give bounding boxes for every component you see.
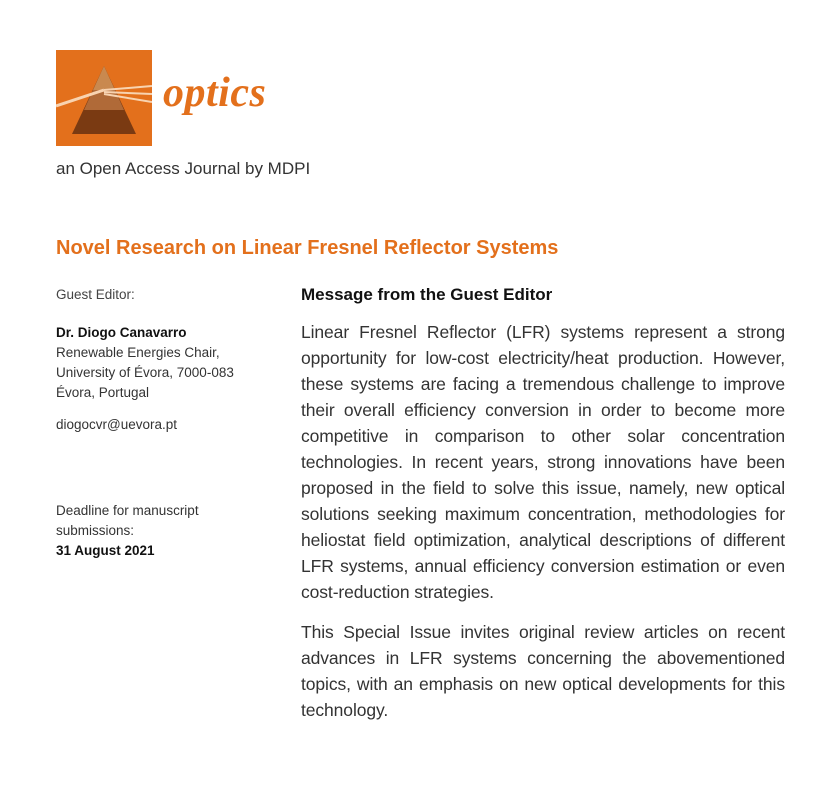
publisher-line: an Open Access Journal by MDPI [56, 159, 311, 178]
deadline-label-line: Deadline for manuscript [56, 503, 199, 518]
affiliation-line: University of Évora, 7000-083 [56, 365, 234, 380]
journal-logo [56, 50, 152, 146]
special-issue-title: Novel Research on Linear Fresnel Reflector Systems [56, 237, 559, 259]
affiliation-line: Évora, Portugal [56, 385, 150, 400]
deadline-label-line: submissions: [56, 523, 135, 538]
message-paragraph: This Special Issue invites original review articles on recent advances in LFR systems concerning the abovementioned topics, with an emphasis on new optical developments for this technology. [301, 622, 785, 720]
message-heading: Message from the Guest Editor [301, 285, 553, 304]
deadline-date: 31 August 2021 [56, 543, 155, 558]
message-paragraph: Linear Fresnel Reflector (LFR) systems represent a strong opportunity for low-cost electricity/heat production. However, these systems are facing a tremendous challenge to improve their overall efficiency conversion in order to become more competitive in comparison to other solar concentration technologies. In recent years, strong innovations have been proposed in the field to solve this issue, namely, new optical solutions seeking maximum concentration, methodologies for heliostat field optimization, analytical descriptions of different LFR systems, annual efficiency conversion estimation or even cost-reduction strategies. [301, 322, 785, 602]
affiliation-line: Renewable Energies Chair, [56, 345, 220, 360]
editor-email[interactable]: diogocvr@uevora.pt [56, 417, 178, 432]
journal-name: optics [163, 70, 267, 116]
deadline-label [56, 501, 256, 541]
editor-name: Dr. Diogo Canavarro [56, 325, 187, 340]
editor-sidebar [56, 285, 256, 561]
guest-editor-label: Guest Editor: [56, 287, 135, 302]
editor-affiliation [56, 343, 256, 403]
prism-logo-icon [56, 50, 152, 146]
message-section [301, 285, 785, 737]
